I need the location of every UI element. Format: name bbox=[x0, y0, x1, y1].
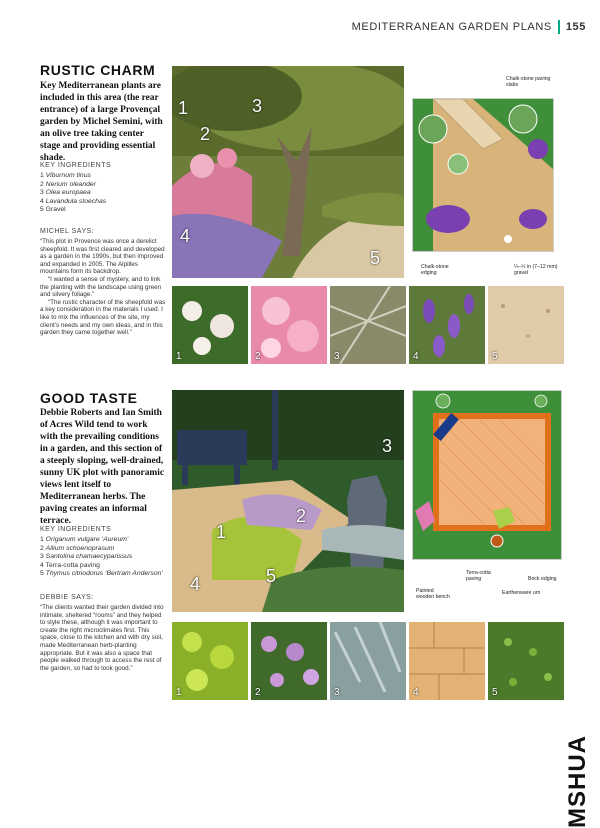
photo-label: 5 bbox=[370, 248, 381, 268]
plan-label-gravel: ¼–½ in (7–12 mm) gravel bbox=[514, 264, 558, 276]
photo-label: 1 bbox=[178, 98, 189, 118]
list-item: 1 Origanum vulgare ‘Aureum’ bbox=[40, 536, 129, 543]
photo-label: 3 bbox=[382, 436, 393, 456]
good-quote bbox=[40, 604, 168, 672]
photo-label: 4 bbox=[190, 574, 201, 594]
thumb-oleander bbox=[251, 286, 327, 364]
thumb-label: 1 bbox=[176, 351, 182, 362]
photo-label: 4 bbox=[180, 226, 191, 246]
thumb-thyme bbox=[488, 622, 564, 700]
quote-paragraph: “The rustic character of the sheepfold was a key consideration in the materials I used. I like to mix the influences of the site, my client’s needs and my own ideas, and in this garden they came together well.” bbox=[40, 298, 166, 337]
thumb-lavender bbox=[409, 286, 485, 364]
list-item: 1 Viburnum tinus bbox=[40, 172, 91, 179]
page-number: 155 bbox=[565, 20, 586, 33]
running-title: MEDITERRANEAN GARDEN PLANS bbox=[351, 20, 552, 33]
photo-label: 3 bbox=[252, 96, 263, 116]
thumb-oregano bbox=[172, 622, 248, 700]
thumb-label: 4 bbox=[413, 351, 419, 362]
rustic-thumb-strip bbox=[172, 286, 564, 364]
plan-label-slabs: Chalk-stone paving slabs bbox=[506, 76, 551, 88]
photo-label: 2 bbox=[296, 506, 307, 526]
rustic-says-heading: MICHEL SAYS: bbox=[40, 228, 95, 235]
good-ingredients bbox=[40, 536, 163, 579]
rustic-plan bbox=[412, 98, 554, 252]
thumb-terracotta bbox=[409, 622, 485, 700]
quote-paragraph: “This plot in Provence was once a derelict sheepfold. It was first cleared and developed as a garden in the 1990s, but then improved and expanded in 2005. The Alpilles mountains form its backdrop. bbox=[40, 238, 165, 276]
thumb-gravel bbox=[488, 286, 564, 364]
list-item: 5 Gravel bbox=[40, 206, 66, 214]
photo-label: 5 bbox=[266, 566, 277, 586]
watermark-text: MSHUA bbox=[564, 735, 591, 828]
thumb-label: 3 bbox=[334, 351, 340, 362]
thumb-label: 3 bbox=[334, 687, 340, 698]
list-item: 5 Thymus citriodorus ‘Bertram Anderson’ bbox=[40, 570, 163, 578]
good-thumb-strip bbox=[172, 622, 564, 700]
photo-label: 2 bbox=[200, 124, 211, 144]
running-header bbox=[352, 20, 586, 34]
thumb-label: 2 bbox=[255, 351, 261, 362]
good-main-photo bbox=[172, 390, 404, 612]
plan-label-paving: Terra-cotta paving bbox=[466, 570, 491, 582]
plan-label-brick: Brick edging bbox=[528, 576, 557, 582]
rustic-quote bbox=[40, 238, 168, 337]
thumb-chives bbox=[251, 622, 327, 700]
list-item: 2 Allium schoenoprasum bbox=[40, 544, 115, 552]
good-plan bbox=[412, 390, 562, 560]
good-title: GOOD TASTE bbox=[40, 390, 138, 406]
plan-label-bench: Painted wooden bench bbox=[416, 588, 450, 600]
good-lede: Debbie Roberts and Ian Smith of Acres Wild tend to work with the prevailing conditions in a garden, and this section of a steeply sloping, well-drained, sunny UK plot with panoramic views lent itself to Mediterranean herbs. The paving creates an informal terrace. bbox=[40, 408, 164, 526]
header-divider bbox=[558, 20, 560, 34]
photo-label: 1 bbox=[216, 522, 227, 542]
thumb-label: 5 bbox=[492, 687, 498, 698]
thumb-label: 5 bbox=[492, 351, 498, 362]
good-says-heading: DEBBIE SAYS: bbox=[40, 594, 94, 601]
list-item: 2 Nerium oleander bbox=[40, 180, 96, 188]
rustic-ingredients bbox=[40, 172, 106, 215]
plan-label-urn: Earthenware urn bbox=[502, 590, 541, 596]
rustic-title: RUSTIC CHARM bbox=[40, 62, 156, 78]
thumb-label: 4 bbox=[413, 687, 419, 698]
thumb-olive bbox=[330, 286, 406, 364]
list-item: 3 Olea europaea bbox=[40, 189, 91, 197]
plan-label-edging: Chalk-stone edging bbox=[421, 264, 449, 276]
rustic-lede: Key Mediterranean plants are included in this area (the rear entrance) of a large Provençal garden by Michel Semini, with an olive tree taking center stage and providing essential shade. bbox=[40, 81, 163, 163]
good-ki-heading: KEY INGREDIENTS bbox=[40, 526, 112, 533]
quote-paragraph: “I wanted a sense of mystery, and to link the planting with the landscape using green and silvery foliage.” bbox=[40, 275, 162, 299]
rustic-ki-heading: KEY INGREDIENTS bbox=[40, 162, 112, 169]
thumb-viburnum bbox=[172, 286, 248, 364]
thumb-label: 2 bbox=[255, 687, 261, 698]
list-item: 4 Lavandula stoechas bbox=[40, 197, 107, 205]
thumb-santolina bbox=[330, 622, 406, 700]
rustic-main-photo bbox=[172, 66, 404, 278]
quote-paragraph: “The clients wanted their garden divided into intimate, sheltered “rooms” and they helped to style these, although it was important to create the right microclimates first. This space, close to the kitchen and with dry soil, made Mediterranean herb-planting appropriate. But it was also a space that people walked through to access the rest of the garden, so had to look good.” bbox=[40, 604, 164, 672]
thumb-label: 1 bbox=[176, 687, 182, 698]
list-item: 4 Terra-cotta paving bbox=[40, 561, 100, 569]
list-item: 3 Santolina chamaecyparissus bbox=[40, 553, 133, 561]
